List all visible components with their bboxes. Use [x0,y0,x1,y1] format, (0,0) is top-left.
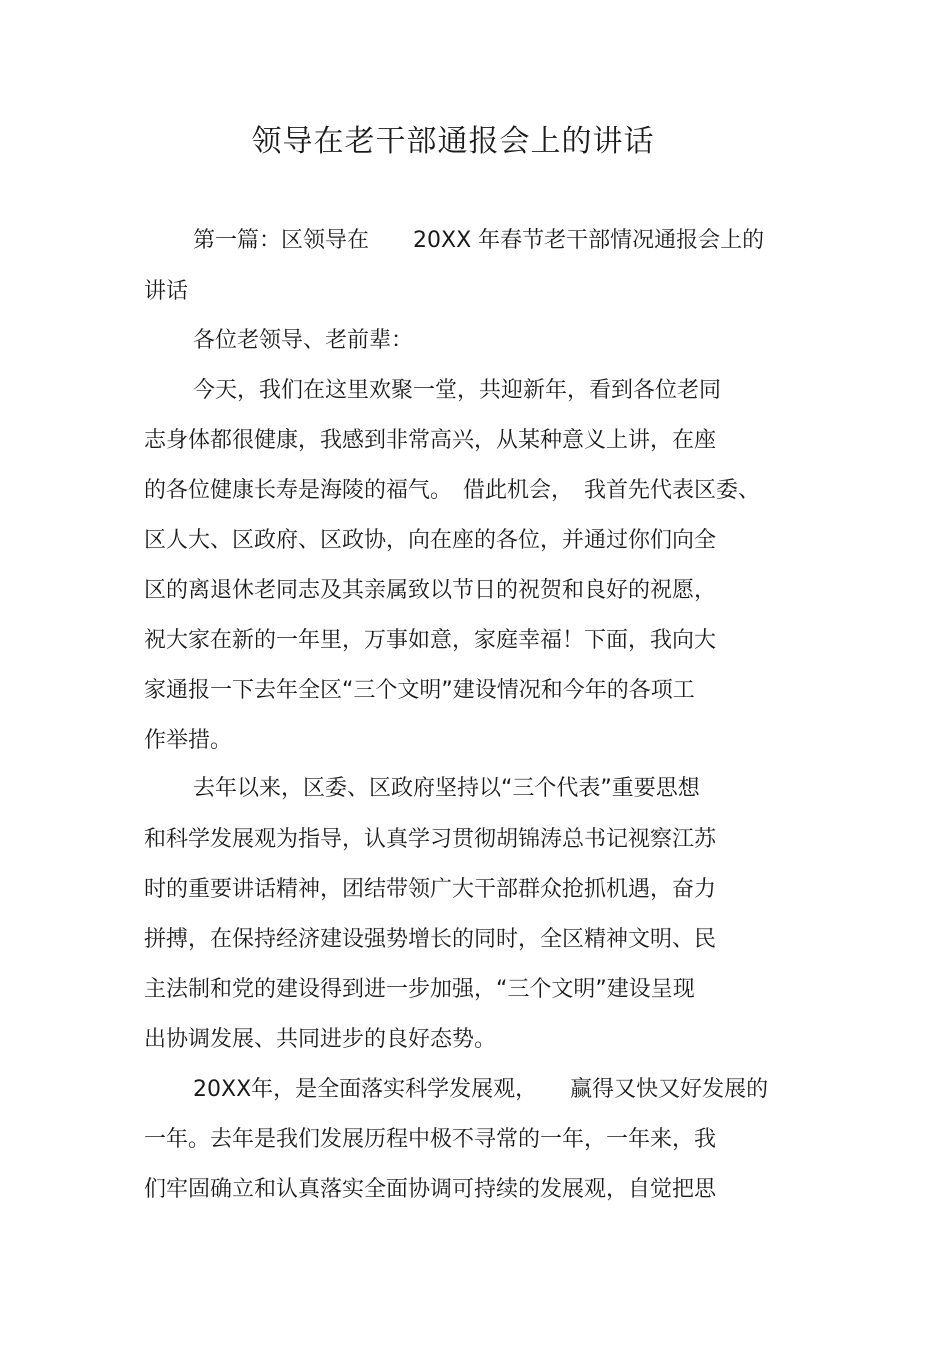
text-line: 各位老领导、老前辈： [193,328,414,353]
text-line: 去年以来，区委、区政府坚持以“三个代表”重要思想 [193,776,700,801]
text-line: 家通报一下去年全区“三个文明”建设情况和今年的各项工 [144,678,695,703]
text-line: 们牢固确立和认真落实全面协调可持续的发展观，自觉把思 [144,1177,717,1202]
text-line: 一年。去年是我们发展历程中极不寻常的一年，一年来，我 [144,1127,717,1152]
text-line: 区的离退休老同志及其亲属致以节日的祝贺和良好的祝愿， [144,578,717,603]
text-line: 的各位健康长寿是海陵的福气。 借此机会， 我首先代表区委、 [144,478,761,503]
text-line: 出协调发展、共同进步的良好态势。 [144,1027,497,1052]
text-line: 和科学发展观为指导，认真学习贯彻胡锦涛总书记视察江苏 [144,827,717,852]
text-line: 今天，我们在这里欢聚一堂，共迎新年，看到各位老同 [193,378,722,403]
text-line: 第一篇：区领导在 20XX 年春节老干部情况通报会上的 [193,228,765,253]
text-line: 主法制和党的建设得到进一步加强，“三个文明”建设呈现 [144,977,695,1002]
document-title: 领导在老干部通报会上的讲话 [251,124,655,159]
text-line: 时的重要讲话精神，团结带领广大干部群众抢抓机遇，奋力 [144,877,717,902]
text-line: 志身体都很健康，我感到非常高兴，从某种意义上讲，在座 [144,428,717,453]
text-line: 拼搏，在保持经济建设强势增长的同时，全区精神文明、民 [144,927,717,952]
text-line: 祝大家在新的一年里，万事如意，家庭幸福！下面，我向大 [144,628,717,653]
text-line: 20XX年，是全面落实科学发展观， 赢得又快又好发展的 [193,1077,769,1102]
text-line: 讲话 [144,279,189,304]
text-line: 作举措。 [144,728,233,753]
text-line: 区人大、区政府、区政协，向在座的各位，并通过你们向全 [144,528,717,553]
